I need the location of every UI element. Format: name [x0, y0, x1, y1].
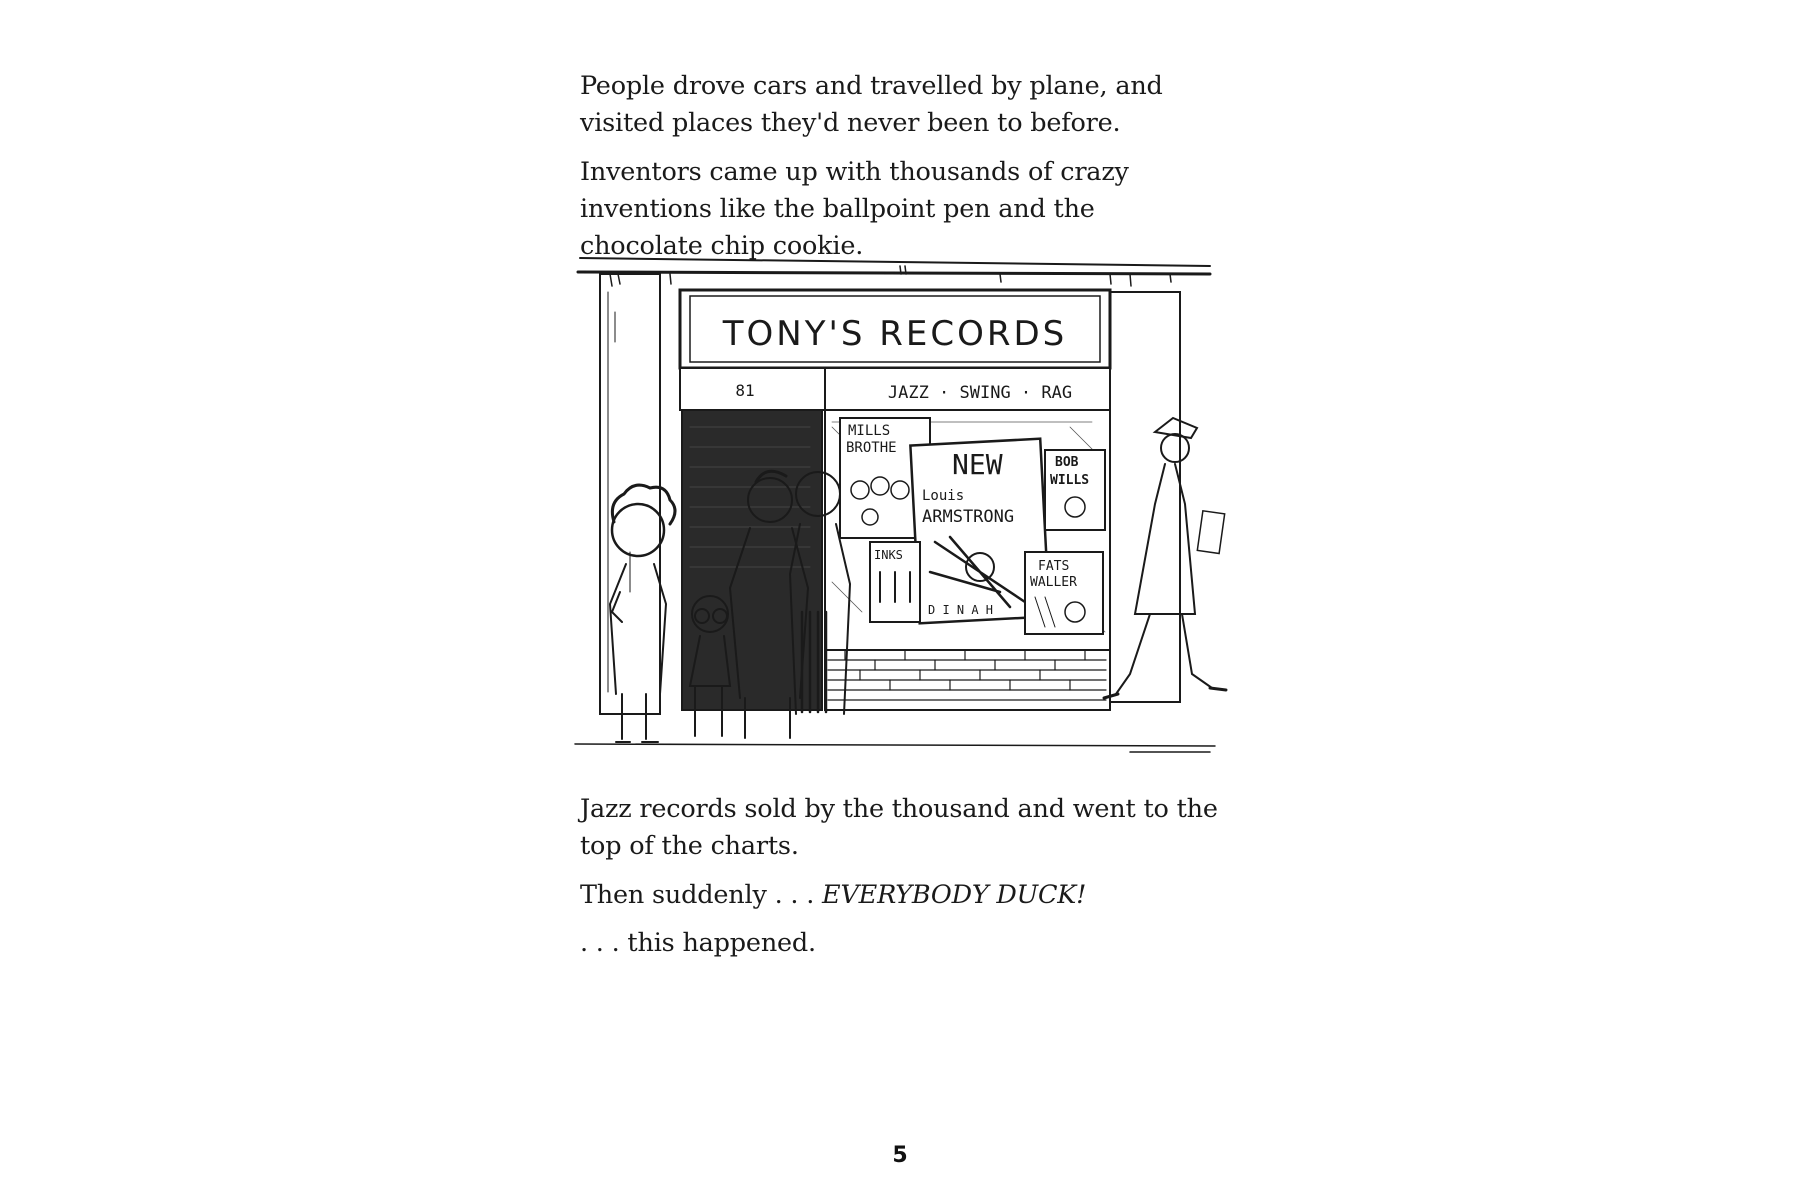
shop-sign-text: TONY'S RECORDS — [722, 314, 1068, 354]
poster-waller-text: WALLER — [1030, 575, 1077, 590]
paragraph-this-happened: . . . this happened. — [580, 928, 816, 958]
paragraph-inventors: Inventors came up with thousands of crazy inventions like the ballpoint pen and the chocolate chip cookie. — [580, 157, 1129, 261]
poster-inks-text: INKS — [874, 548, 903, 562]
everybody-duck-text: EVERYBODY DUCK! — [822, 880, 1087, 910]
poster-dinah-text: D I N A H — [928, 603, 994, 617]
poster-wills-text: WILLS — [1050, 473, 1090, 488]
record-shop-illustration — [570, 252, 1250, 772]
page-number: 5 — [892, 1143, 908, 1168]
then-suddenly-text: Then suddenly . . . — [580, 880, 823, 910]
genres-text: JAZZ · SWING · RAG — [887, 383, 1073, 403]
shop-number-text: 81 — [735, 381, 755, 400]
paragraph-jazz-records: Jazz records sold by the thousand and went to the top of the charts. — [580, 794, 1218, 861]
poster-new-text: NEW — [952, 448, 1003, 481]
poster-brothers-text: BROTHE — [846, 440, 897, 456]
poster-louis-text: Louis — [922, 488, 965, 504]
paragraph-then-suddenly — [580, 877, 1220, 914]
poster-armstrong-text: ARMSTRONG — [922, 507, 1015, 527]
poster-bob-text: BOB — [1055, 455, 1079, 470]
poster-fats-text: FATS — [1038, 559, 1070, 574]
paragraph-travel: People drove cars and travelled by plane, and visited places they'd never been to before. — [580, 71, 1163, 138]
poster-mills-text: MILLS — [848, 423, 891, 439]
